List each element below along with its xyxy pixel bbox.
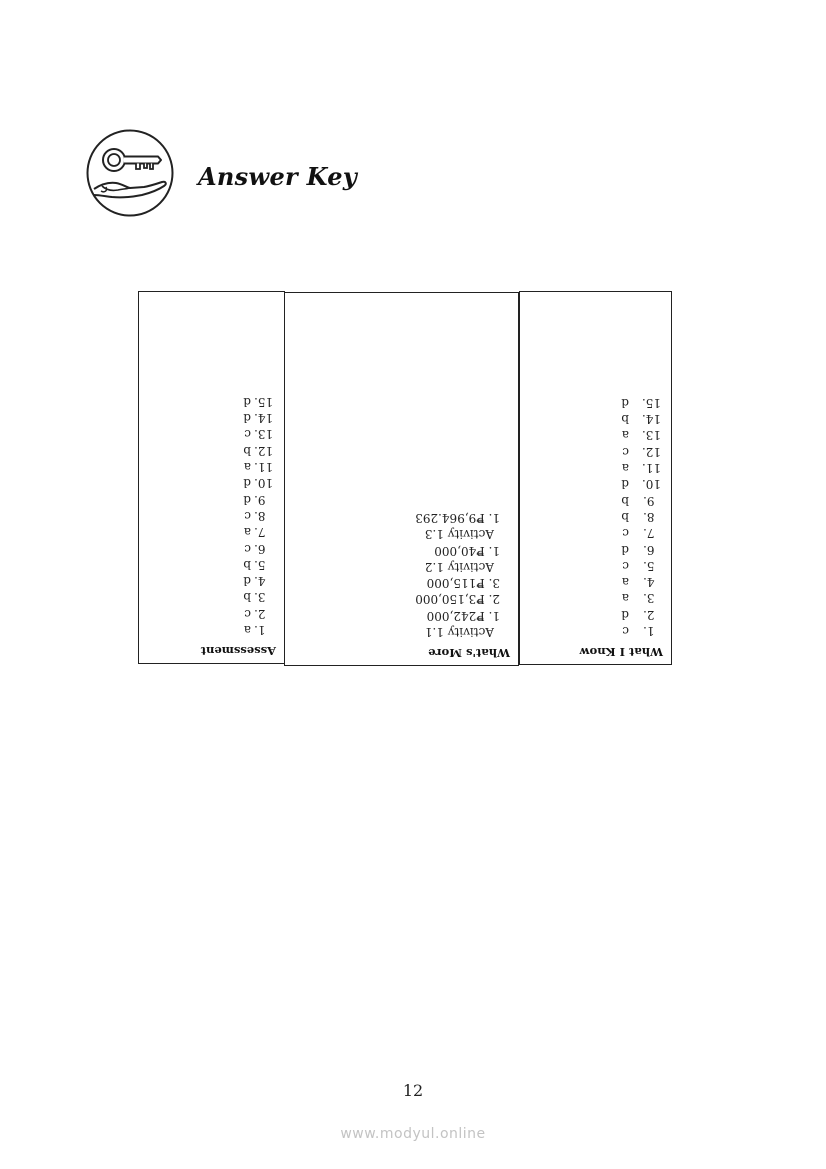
list-item: 12.b <box>243 443 274 458</box>
key-in-hand-icon <box>86 129 174 217</box>
what-i-know-list <box>621 395 661 639</box>
list-item: 6.d <box>621 542 655 557</box>
list-item: 9.b <box>621 493 655 508</box>
list-item: 3.b <box>243 590 266 605</box>
assessment-list <box>243 394 274 638</box>
whats-more-panel <box>284 292 519 666</box>
activity-heading: Activity 1.3 <box>424 527 494 542</box>
page-title: Answer Key <box>198 162 358 191</box>
list-item: 10.d <box>243 476 274 491</box>
list-item: 9.d <box>243 492 266 507</box>
list-item: 2.c <box>244 606 266 621</box>
what-i-know-title: What I Know <box>579 645 663 659</box>
list-item: 1.a <box>243 623 266 637</box>
list-item: 15.d <box>243 394 274 409</box>
whats-more-title: What's More <box>428 646 510 660</box>
list-item: 1. ₱40,000 <box>434 543 500 558</box>
list-item: 5.b <box>243 557 266 572</box>
list-item: 1. ₱242,000 <box>426 608 500 623</box>
list-item: 5.c <box>622 558 655 573</box>
list-item: 4.a <box>621 575 655 590</box>
list-item: 3. ₱115,000 <box>426 576 500 591</box>
list-item: 8.c <box>244 508 266 523</box>
list-item: 15.d <box>621 395 661 410</box>
list-item: 12.c <box>622 444 661 459</box>
list-item: 8.b <box>621 509 655 524</box>
list-item: 7.c <box>622 526 655 541</box>
assessment-title: Assessment <box>200 644 276 658</box>
list-item: 7.a <box>243 525 266 540</box>
list-item: 14.b <box>621 412 661 427</box>
assessment-panel <box>138 291 285 664</box>
list-item: 1.c <box>622 624 655 638</box>
list-item: 3.a <box>621 591 655 606</box>
list-item: 1. ₱9,964.293 <box>415 510 500 525</box>
page-number: 12 <box>402 1081 424 1100</box>
whats-more-list <box>415 510 500 640</box>
list-item: 2. ₱3,150,000 <box>415 592 500 607</box>
list-item: 11.a <box>243 460 274 475</box>
answer-key-logo <box>86 129 174 217</box>
list-item: 14.d <box>243 411 274 426</box>
watermark: www.modyul.online <box>340 1126 486 1142</box>
list-item: 13.a <box>621 428 661 443</box>
list-item: 6.c <box>244 541 266 556</box>
list-item: 4.d <box>243 574 266 589</box>
list-item: 10.d <box>621 477 661 492</box>
list-item: 2.d <box>621 607 655 622</box>
list-item: 13.c <box>244 427 274 442</box>
what-i-know-panel <box>519 291 672 665</box>
list-item: 11.a <box>621 461 661 476</box>
activity-heading: Activity 1.1 <box>424 625 494 639</box>
activity-heading: Activity 1.2 <box>424 559 494 574</box>
